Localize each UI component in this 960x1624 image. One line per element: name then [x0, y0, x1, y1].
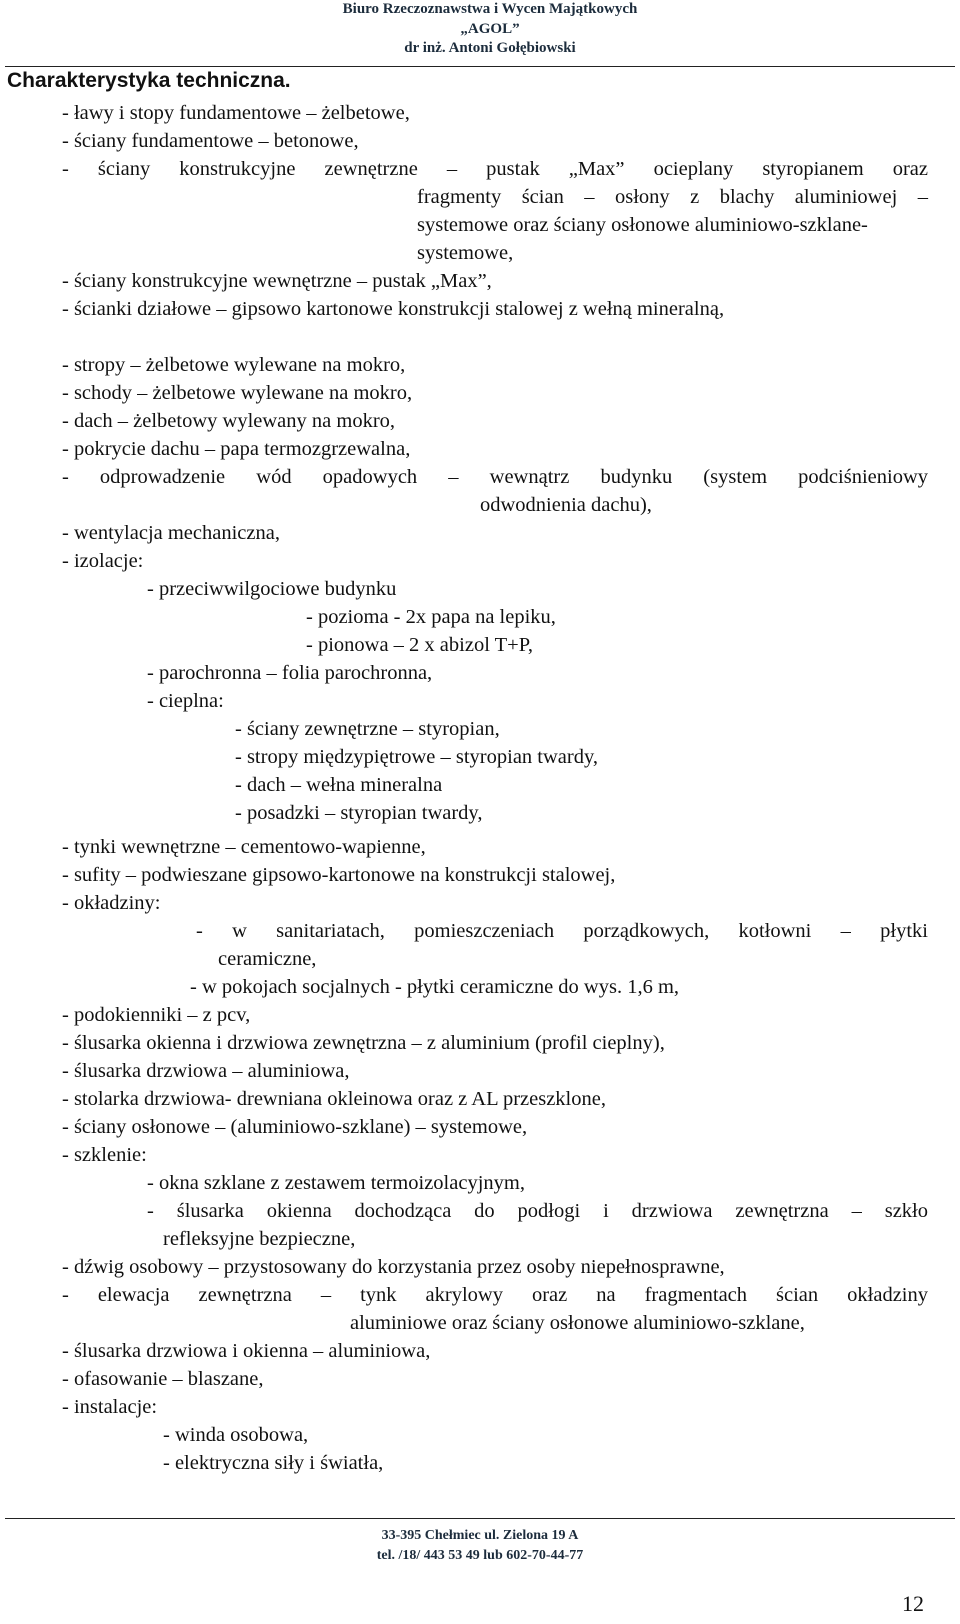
list-item: - odprowadzenie wód opadowych – wewnątrz budynku (system podciśnieniowy	[62, 466, 928, 488]
list-item: - ścianki działowe – gipsowo kartonowe konstrukcji stalowej z wełną mineralną,	[62, 298, 725, 320]
sub-list-item-continuation: refleksyjne bezpieczne,	[163, 1228, 356, 1250]
sub-list-item: - w pokojach socjalnych - płytki ceramiczne do wys. 1,6 m,	[190, 976, 680, 998]
list-item: - dach – żelbetowy wylewany na mokro,	[62, 410, 396, 432]
sub-sub-list-item: - dach – wełna mineralna	[235, 774, 443, 796]
list-item: - dźwig osobowy – przystosowany do korzystania przez osoby niepełnosprawne,	[62, 1256, 725, 1278]
sub-sub-list-item: - posadzki – styropian twardy,	[235, 802, 483, 824]
sub-list-item: - winda osobowa,	[163, 1424, 309, 1446]
sub-list-item: - okna szklane z zestawem termoizolacyjnym,	[147, 1172, 525, 1194]
sub-list-item: - elektryczna siły i światła,	[163, 1452, 384, 1474]
list-item-continuation: systemowe oraz ściany osłonowe aluminiowo-szklane-	[417, 214, 868, 236]
list-item-continuation: systemowe,	[417, 242, 514, 264]
header-rule	[5, 66, 955, 67]
sub-sub-list-item: - pozioma - 2x papa na lepiku,	[306, 606, 556, 628]
list-item: - ściany fundamentowe – betonowe,	[62, 130, 359, 152]
sub-sub-list-item: - ściany zewnętrzne – styropian,	[235, 718, 500, 740]
list-item: - ławy i stopy fundamentowe – żelbetowe,	[62, 102, 410, 124]
list-item: - ściany osłonowe – (aluminiowo-szklane) – systemowe,	[62, 1116, 528, 1138]
list-item: - tynki wewnętrzne – cementowo-wapienne,	[62, 836, 426, 858]
list-item-continuation: fragmenty ścian – osłony z blachy aluminiowej –	[417, 186, 928, 208]
page-number: 12	[902, 1591, 924, 1616]
list-item: - pokrycie dachu – papa termozgrzewalna,	[62, 438, 411, 460]
list-item: - ofasowanie – blaszane,	[62, 1368, 264, 1390]
list-item: - ściany konstrukcyjne zewnętrzne – pustak „Max” ocieplany styropianem oraz	[62, 158, 928, 180]
sub-list-item: - w sanitariatach, pomieszczeniach porządkowych, kotłowni – płytki	[196, 920, 928, 942]
list-item-continuation: odwodnienia dachu),	[480, 494, 652, 516]
list-item: - izolacje:	[62, 550, 144, 572]
list-item: - stolarka drzwiowa- drewniana okleinowa oraz z AL przeszklone,	[62, 1088, 606, 1110]
list-item: - ślusarka drzwiowa i okienna – aluminiowa,	[62, 1340, 431, 1362]
list-item: - ściany konstrukcyjne wewnętrzne – pustak „Max”,	[62, 270, 492, 292]
list-item: - szklenie:	[62, 1144, 147, 1166]
list-item: - ślusarka drzwiowa – aluminiowa,	[62, 1060, 350, 1082]
sub-list-item: - ślusarka okienna dochodząca do podłogi i drzwiowa zewnętrzna – szkło	[147, 1200, 928, 1222]
sub-list-item-continuation: ceramiczne,	[218, 948, 317, 970]
footer-address: 33-395 Chełmiec ul. Zielona 19 A	[381, 1528, 579, 1543]
list-item: - sufity – podwieszane gipsowo-kartonowe na konstrukcji stalowej,	[62, 864, 616, 886]
sub-list-item: - parochronna – folia parochronna,	[147, 662, 433, 684]
header-author-name: dr inż. Antoni Gołębiowski	[404, 40, 576, 56]
list-item: - stropy – żelbetowe wylewane na mokro,	[62, 354, 406, 376]
list-item-continuation: aluminiowe oraz ściany osłonowe aluminiowo-szklane,	[350, 1312, 805, 1334]
header-company-name: „AGOL”	[460, 21, 520, 37]
sub-sub-list-item: - stropy międzypiętrowe – styropian twardy,	[235, 746, 599, 768]
header-office-name: Biuro Rzeczoznawstwa i Wycen Majątkowych	[342, 1, 638, 17]
list-item: - instalacje:	[62, 1396, 158, 1418]
footer-rule	[5, 1518, 955, 1519]
sub-list-item: - cieplna:	[147, 690, 224, 712]
list-item: - elewacja zewnętrzna – tynk akrylowy oraz na fragmentach ścian okładziny	[62, 1284, 928, 1306]
list-item: - wentylacja mechaniczna,	[62, 522, 280, 544]
sub-sub-list-item: - pionowa – 2 x abizol T+P,	[306, 634, 533, 656]
list-item: - schody – żelbetowe wylewane na mokro,	[62, 382, 413, 404]
list-item: - ślusarka okienna i drzwiowa zewnętrzna – z aluminium (profil cieplny),	[62, 1032, 665, 1054]
sub-list-item: - przeciwwilgociowe budynku	[147, 578, 397, 600]
list-item: - okładziny:	[62, 892, 161, 914]
list-item: - podokienniki – z pcv,	[62, 1004, 251, 1026]
footer-phone: tel. /18/ 443 53 49 lub 602-70-44-77	[376, 1548, 584, 1563]
section-title: Charakterystyka techniczna.	[7, 69, 291, 92]
